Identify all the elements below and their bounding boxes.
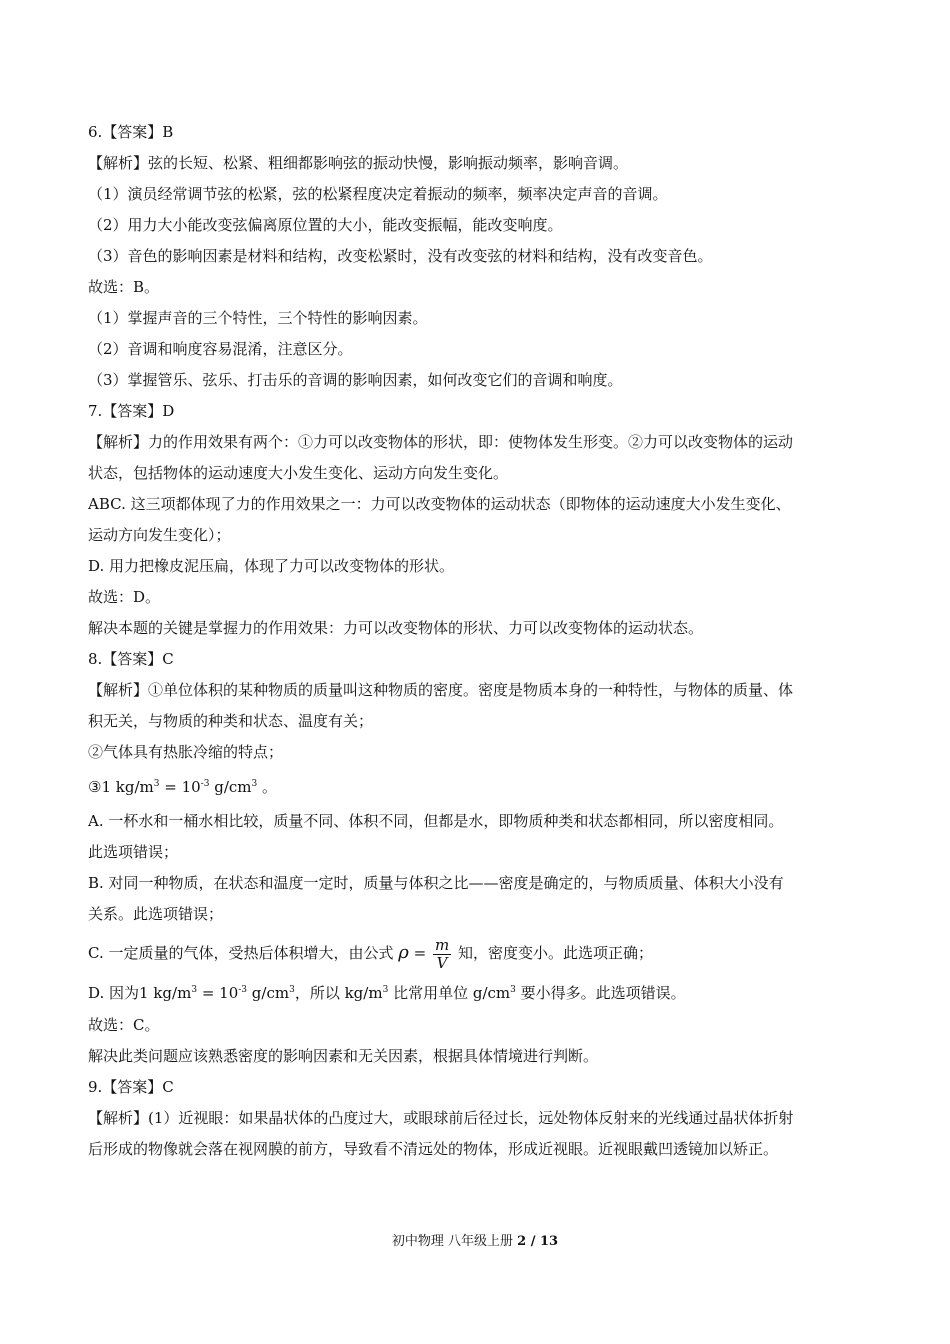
page-number: 2 / 13 xyxy=(517,1234,559,1249)
text-line: （3）掌握管乐、弦乐、打击乐的音调的影响因素，如何改变它们的音调和响度。 xyxy=(88,371,623,389)
text-line: （2）用力大小能改变弦偏离原位置的大小，能改变振幅，能改变响度。 xyxy=(88,216,563,234)
option-d-line: D. 因为1 $kg/m^3 = 10^{-3}$ $g/cm^3$，所以 $kg/m^3$ 比常用单位 $g/cm^3$ 要小得多。此选项错误。 xyxy=(88,984,686,1002)
text-line: 故选：B。 xyxy=(88,278,160,296)
text-line: A. 一杯水和一桶水相比较，质量不同、体积不同，但都是水，即物质种类和状态都相同，所以密度相同。 xyxy=(88,812,784,830)
density-formula-line: C. 一定质量的气体，受热后体积增大，由公式 ρ = $\frac{m}{V}$ 知，密度变小。此选项正确； xyxy=(88,935,653,972)
text-line: 此选项错误； xyxy=(88,843,179,861)
text-line: 【解析】①单位体积的某种物质的质量叫这种物质的密度。密度是物质本身的一种特性，与物体的质量、体 xyxy=(88,681,794,699)
text-line: ABC. 这三项都体现了力的作用效果之一：力可以改变物体的运动状态（即物体的运动速度大小发生变化、 xyxy=(88,495,791,513)
unit-conversion-line: ③1 $kg/m^3 = 10^{-3}$ $g/cm^3$ 。 xyxy=(88,778,278,796)
text-line: （1）演员经常调节弦的松紧，弦的松紧程度决定着振动的频率，频率决定声音的音调。 xyxy=(88,185,668,203)
text-line: 7.【答案】D xyxy=(88,402,175,420)
text-line: 解决此类问题应该熟悉密度的影响因素和无关因素，根据具体情境进行判断。 xyxy=(88,1047,599,1065)
text-line: （2）音调和响度容易混淆，注意区分。 xyxy=(88,340,353,358)
rho-symbol: ρ xyxy=(398,942,409,963)
text-line: 【解析】力的作用效果有两个：①力可以改变物体的形状，即：使物体发生形变。②力可以改变物体的运动 xyxy=(88,433,794,451)
text-line: 后形成的物像就会落在视网膜的前方，导致看不清远处的物体，形成近视眼。近视眼戴凹透镜加以矫正。 xyxy=(88,1140,779,1158)
text-line: 运动方向发生变化）； xyxy=(88,526,231,544)
text-line: 8.【答案】C xyxy=(88,650,174,668)
text-line: B. 对同一种物质，在状态和温度一定时，质量与体积之比——密度是确定的，与物质质量、体积大小没有 xyxy=(88,874,784,892)
text-line: 积无关，与物质的种类和状态、温度有关； xyxy=(88,712,374,730)
text-line: （1）掌握声音的三个特性，三个特性的影响因素。 xyxy=(88,309,428,327)
text-line: 关系。此选项错误； xyxy=(88,905,224,923)
text-line: 【解析】弦的长短、松紧、粗细都影响弦的振动快慢，影响振动频率，影响音调。 xyxy=(88,154,629,172)
fraction: $\frac{m}{V}$ xyxy=(434,935,450,972)
text-line: 6.【答案】B xyxy=(88,123,174,141)
page-footer: 初中物理 八年级上册 2 / 13 xyxy=(391,1234,559,1249)
text-line: （3）音色的影响因素是材料和结构，改变松紧时，没有改变弦的材料和结构，没有改变音色。 xyxy=(88,247,713,265)
text-line: 故选：C。 xyxy=(88,1016,160,1034)
text-line: 故选：D。 xyxy=(88,588,161,606)
text-line: ②气体具有热胀冷缩的特点； xyxy=(88,743,284,761)
answer-content xyxy=(88,117,868,1165)
text-line: 状态，包括物体的运动速度大小发生变化、运动方向发生变化。 xyxy=(88,464,509,482)
text-line: 【解析】(1）近视眼：如果晶状体的凸度过大，或眼球前后径过长，远处物体反射来的光线通过晶状体折射 xyxy=(88,1109,794,1127)
text-line: 9.【答案】C xyxy=(88,1078,174,1096)
text-line: 解决本题的关键是掌握力的作用效果：力可以改变物体的形状、力可以改变物体的运动状态。 xyxy=(88,619,704,637)
text-line: D. 用力把橡皮泥压扁，体现了力可以改变物体的形状。 xyxy=(88,557,455,575)
